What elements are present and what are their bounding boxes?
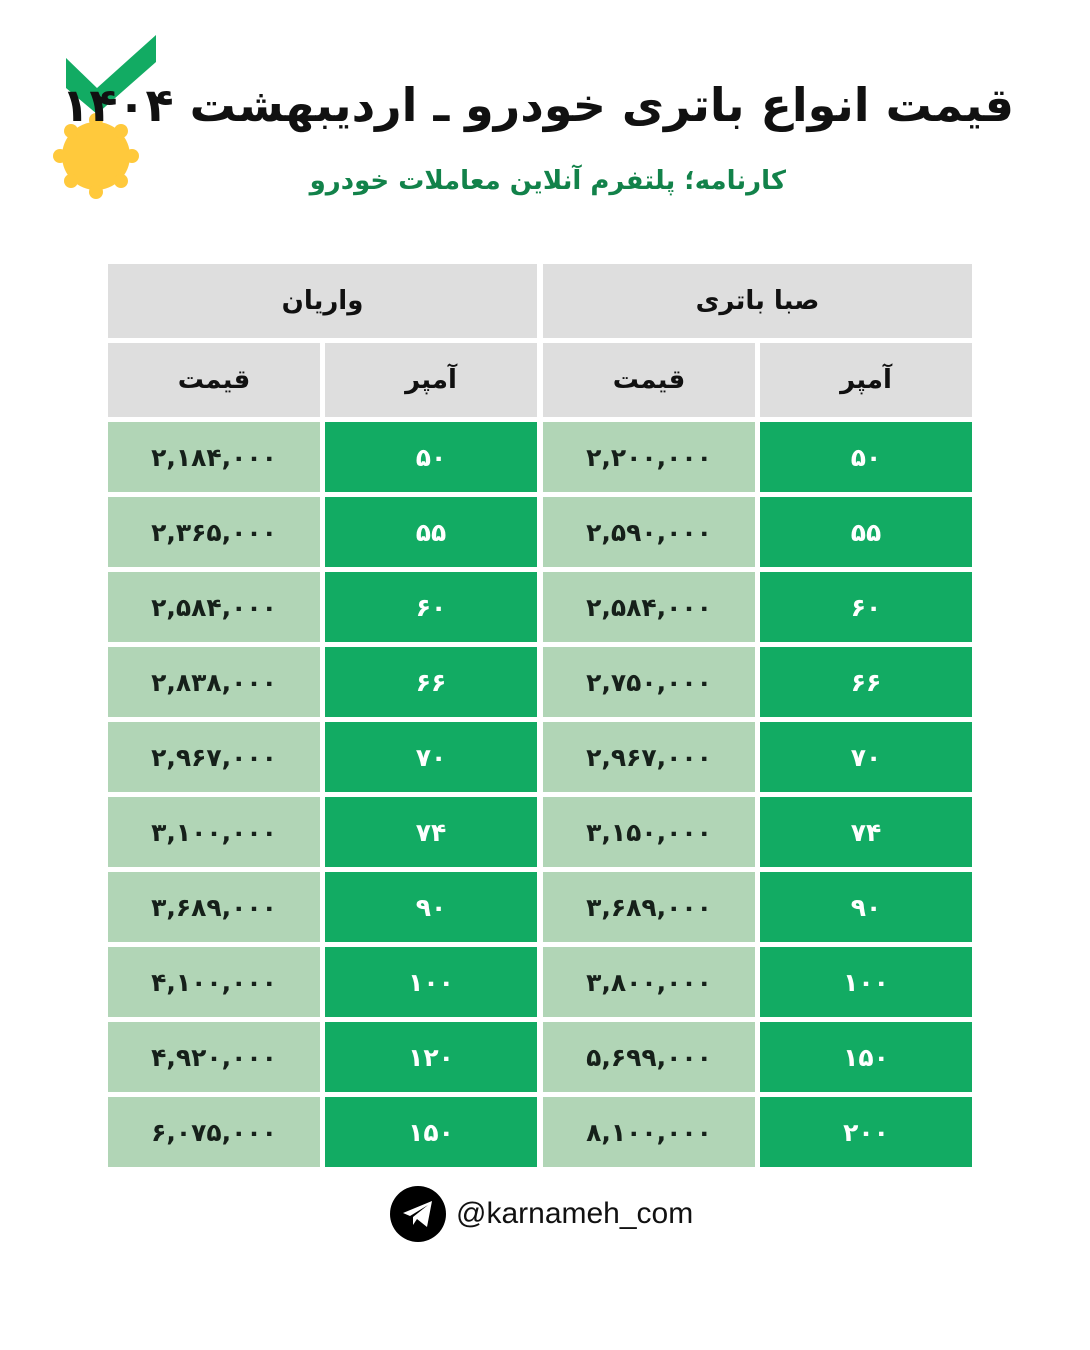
table-row [108,1022,537,1092]
table-row [108,722,537,792]
amp-cell: ۱۵۰ [325,1097,537,1167]
telegram-icon[interactable] [390,1186,446,1242]
table-row [108,947,537,1017]
page-subtitle: کارنامه؛ پلتفرم آنلاین معاملات خودرو [309,166,786,196]
price-cell: ۳,۱۰۰,۰۰۰ [108,797,320,867]
brand-rows [543,422,972,1167]
amp-cell: ۲۰۰ [760,1097,972,1167]
table-row [543,647,972,717]
amp-cell: ۱۲۰ [325,1022,537,1092]
price-cell: ۲,۲۰۰,۰۰۰ [543,422,755,492]
amp-header: آمپر [760,343,972,417]
table-row [543,422,972,492]
price-cell: ۵,۶۹۹,۰۰۰ [543,1022,755,1092]
amp-cell: ۱۰۰ [760,947,972,1017]
table-row [108,572,537,642]
table-row [543,1097,972,1167]
table-row [543,722,972,792]
table-row [543,1022,972,1092]
price-cell: ۲,۵۹۰,۰۰۰ [543,497,755,567]
amp-cell: ۱۰۰ [325,947,537,1017]
price-cell: ۲,۹۶۷,۰۰۰ [108,722,320,792]
amp-cell: ۷۰ [760,722,972,792]
column-headers [543,343,972,417]
table-row [108,422,537,492]
table-row [543,797,972,867]
table-row [543,947,972,1017]
price-cell: ۶,۰۷۵,۰۰۰ [108,1097,320,1167]
column-headers [108,343,537,417]
brand-header: واریان [108,264,537,338]
amp-cell: ۷۰ [325,722,537,792]
price-cell: ۲,۵۸۴,۰۰۰ [108,572,320,642]
page-title: قیمت انواع باتری خودرو ـ اردیبهشت ۱۴۰۴ [61,78,1014,132]
telegram-handle[interactable]: @karnameh_com [456,1197,694,1230]
amp-cell: ۷۴ [760,797,972,867]
price-table [108,264,972,1167]
price-cell: ۲,۹۶۷,۰۰۰ [543,722,755,792]
brand-column-varian [108,264,537,1167]
brand-column-saba [543,264,972,1167]
price-cell: ۳,۸۰۰,۰۰۰ [543,947,755,1017]
price-cell: ۴,۹۲۰,۰۰۰ [108,1022,320,1092]
price-cell: ۲,۸۳۸,۰۰۰ [108,647,320,717]
brand-rows [108,422,537,1167]
table-row [108,497,537,567]
table-row [108,872,537,942]
table-row [108,797,537,867]
amp-cell: ۵۵ [325,497,537,567]
amp-cell: ۵۰ [325,422,537,492]
table-row [108,1097,537,1167]
amp-cell: ۹۰ [325,872,537,942]
amp-cell: ۶۰ [760,572,972,642]
price-header: قیمت [108,343,320,417]
amp-cell: ۶۶ [325,647,537,717]
amp-cell: ۵۵ [760,497,972,567]
amp-cell: ۱۵۰ [760,1022,972,1092]
price-cell: ۲,۷۵۰,۰۰۰ [543,647,755,717]
price-cell: ۲,۵۸۴,۰۰۰ [543,572,755,642]
brand-header: صبا باتری [543,264,972,338]
amp-header: آمپر [325,343,537,417]
footer [390,1186,693,1242]
amp-cell: ۹۰ [760,872,972,942]
amp-cell: ۷۴ [325,797,537,867]
price-cell: ۳,۶۸۹,۰۰۰ [108,872,320,942]
price-cell: ۸,۱۰۰,۰۰۰ [543,1097,755,1167]
table-row [543,872,972,942]
price-cell: ۳,۱۵۰,۰۰۰ [543,797,755,867]
amp-cell: ۶۰ [325,572,537,642]
table-row [543,497,972,567]
price-header: قیمت [543,343,755,417]
amp-cell: ۶۶ [760,647,972,717]
price-cell: ۳,۶۸۹,۰۰۰ [543,872,755,942]
price-cell: ۲,۱۸۴,۰۰۰ [108,422,320,492]
amp-cell: ۵۰ [760,422,972,492]
table-row [108,647,537,717]
table-row [543,572,972,642]
price-cell: ۴,۱۰۰,۰۰۰ [108,947,320,1017]
price-cell: ۲,۳۶۵,۰۰۰ [108,497,320,567]
